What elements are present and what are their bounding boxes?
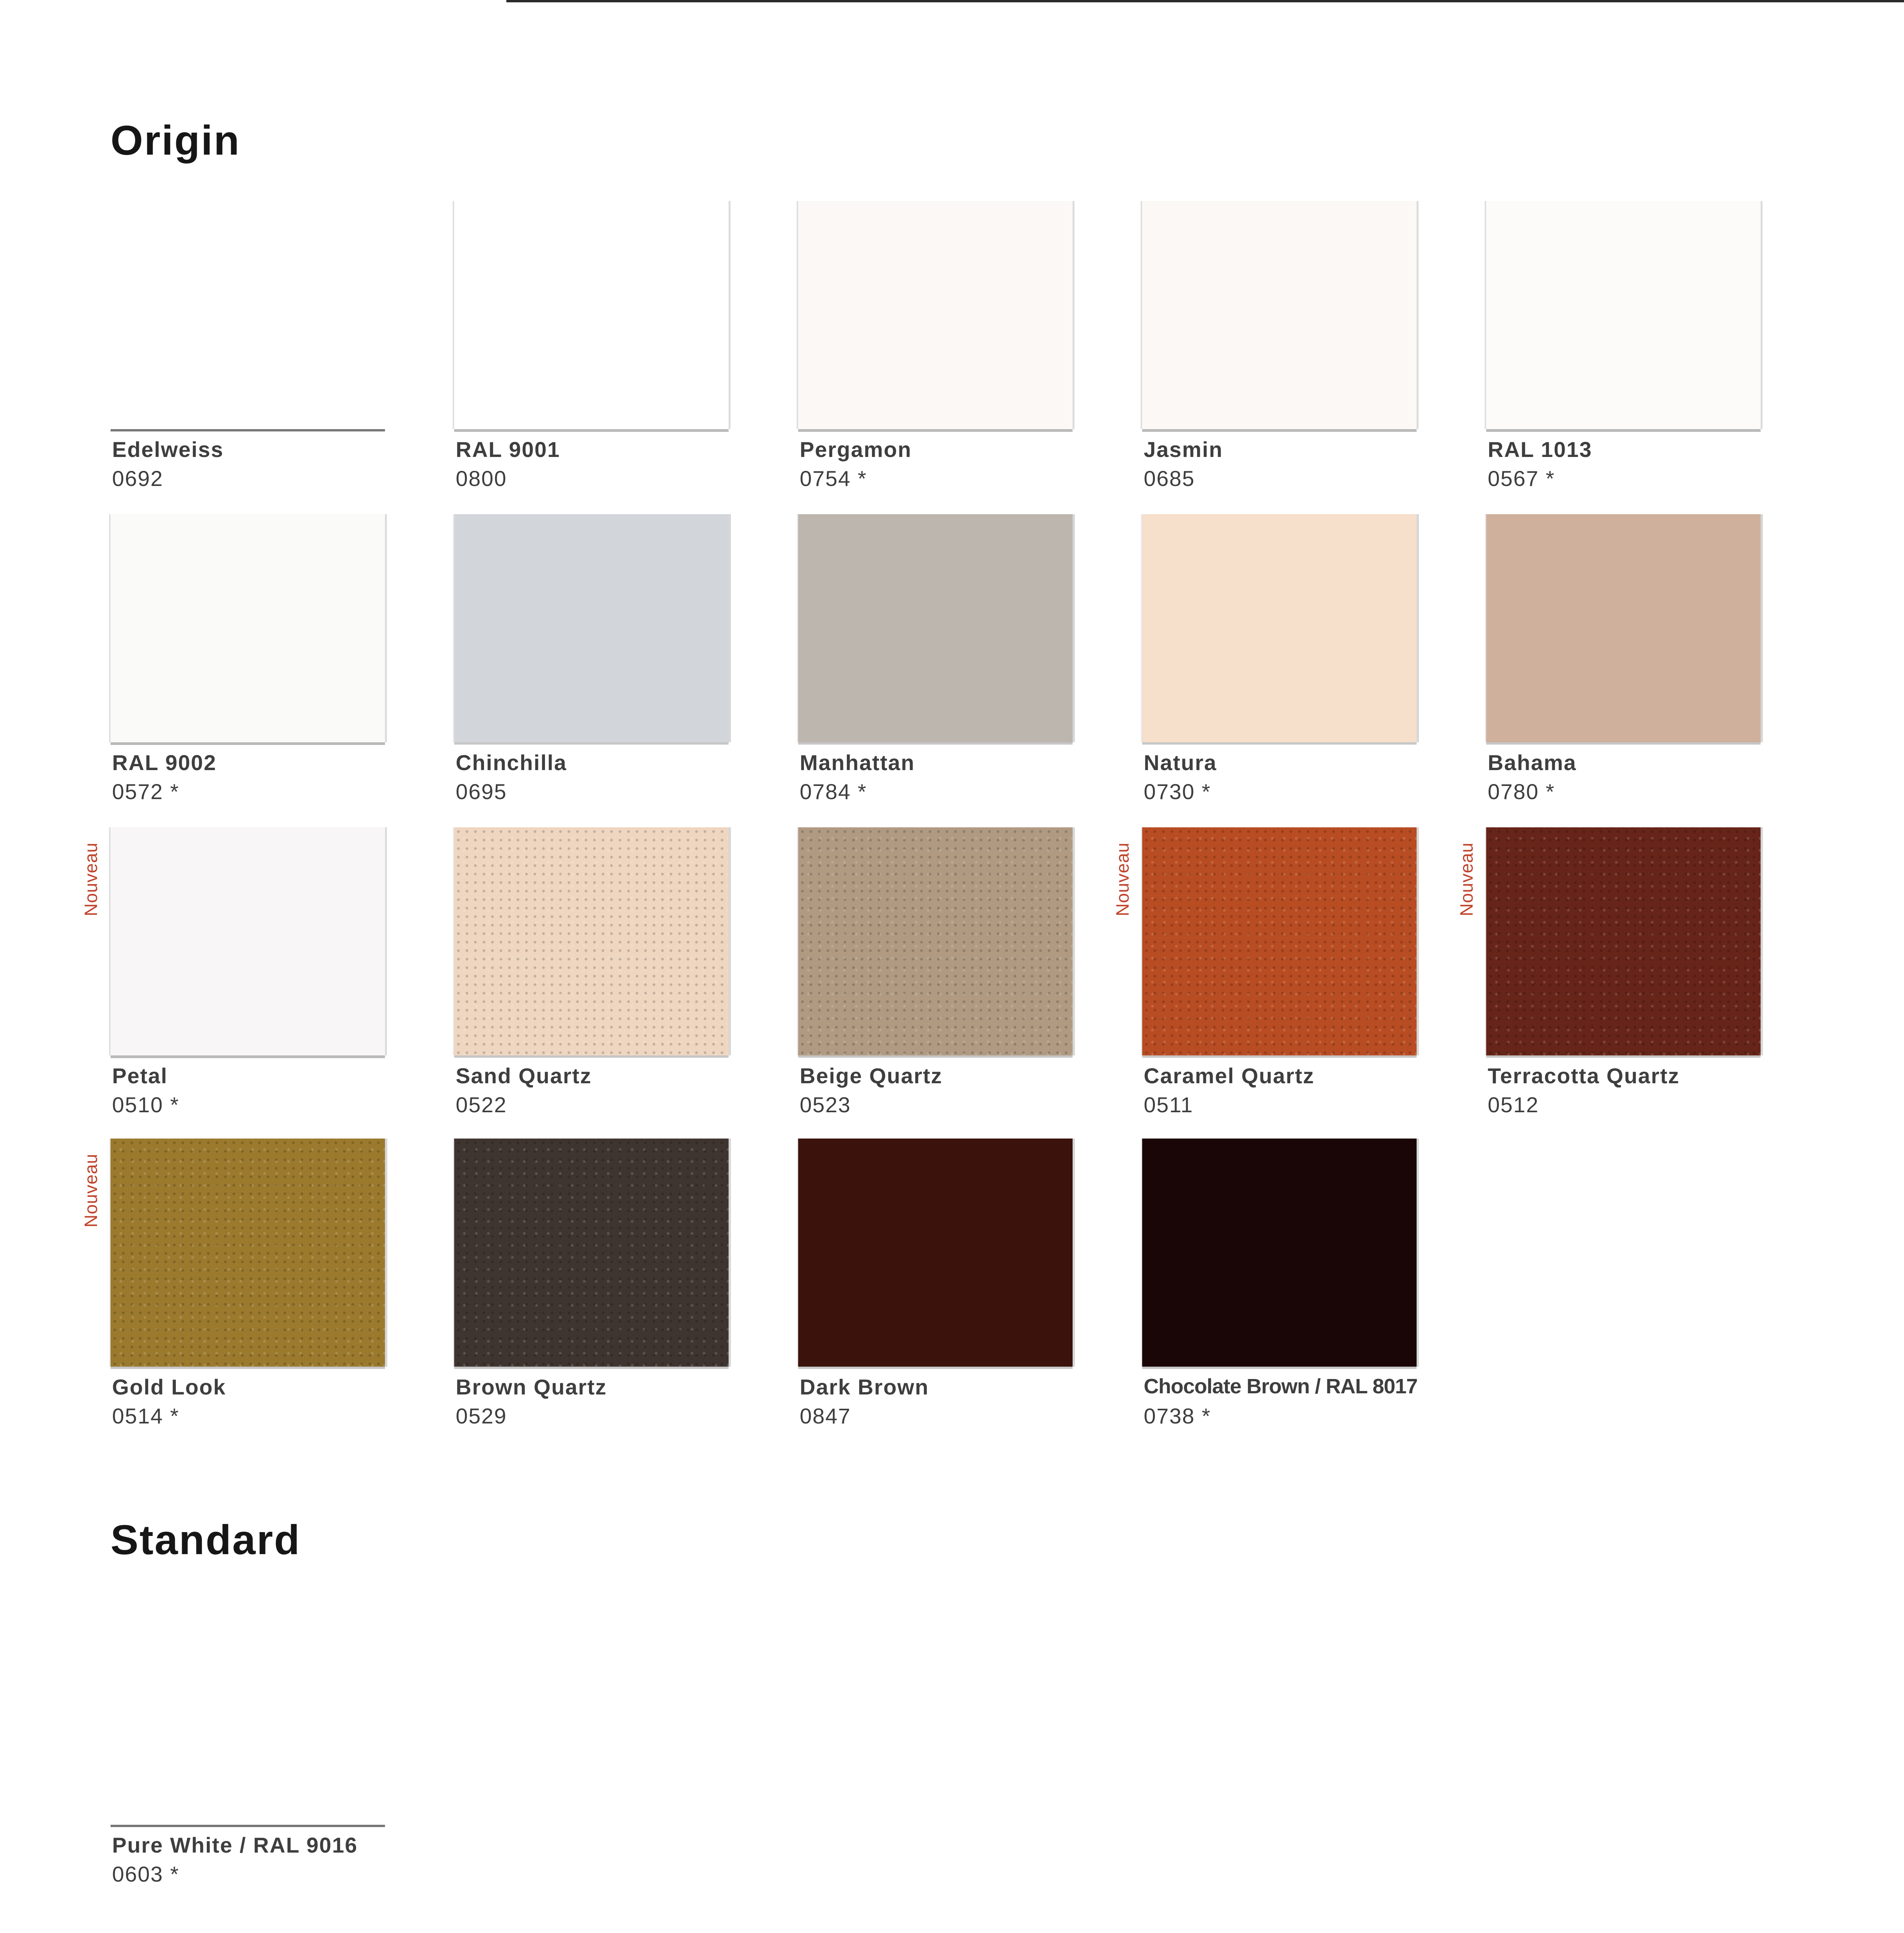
swatch-card (798, 1139, 1073, 1440)
color-swatch (454, 201, 729, 429)
swatch-name: Bahama (1488, 750, 1577, 775)
swatch-name: RAL 1013 (1488, 437, 1592, 462)
swatch-name: Terracotta Quartz (1488, 1064, 1680, 1088)
color-swatch (798, 1139, 1073, 1367)
color-swatch (111, 1139, 385, 1367)
section-title-origin: Origin (111, 117, 240, 164)
swatch-card (111, 1139, 385, 1440)
swatch-name: Pure White / RAL 9016 (112, 1833, 358, 1857)
swatch-name: Edelweiss (112, 437, 224, 462)
swatch-card (454, 827, 729, 1129)
swatch-name: Petal (112, 1064, 168, 1088)
nouveau-label: Nouveau (81, 842, 101, 916)
swatch-card (1486, 514, 1761, 816)
swatch-name: Pergamon (800, 437, 912, 462)
swatch-card (454, 201, 729, 503)
swatch-code: 0730 * (1144, 779, 1211, 804)
swatch-name: Caramel Quartz (1144, 1064, 1315, 1088)
swatch-name: Beige Quartz (800, 1064, 943, 1088)
color-swatch (1486, 514, 1761, 742)
swatch-code: 0511 (1144, 1093, 1194, 1117)
color-swatch (1142, 827, 1417, 1055)
section-title-standard: Standard (111, 1516, 301, 1563)
swatch-code: 0512 (1488, 1093, 1539, 1117)
color-swatch (1486, 201, 1761, 429)
color-swatch (111, 827, 385, 1055)
color-swatch (798, 514, 1073, 742)
color-swatch (798, 827, 1073, 1055)
swatch-name: Sand Quartz (456, 1064, 592, 1088)
swatch-code: 0522 (456, 1093, 507, 1117)
swatch-code: 0514 * (112, 1404, 179, 1428)
color-swatch (454, 1139, 729, 1367)
swatch-code: 0784 * (800, 779, 867, 804)
swatch-code: 0780 * (1488, 779, 1555, 804)
swatch-code: 0692 (112, 466, 163, 491)
swatch-card (1142, 514, 1417, 816)
swatch-name: Gold Look (112, 1375, 226, 1399)
swatch-name: Chocolate Brown / RAL 8017 (1144, 1375, 1418, 1398)
swatch-card (454, 1139, 729, 1440)
swatch-card (1486, 201, 1761, 503)
color-swatch (111, 1597, 385, 1827)
swatch-name: Brown Quartz (456, 1375, 607, 1399)
color-swatch (454, 827, 729, 1055)
swatch-card (1142, 201, 1417, 503)
swatch-code: 0510 * (112, 1093, 179, 1117)
swatch-name: RAL 9001 (456, 437, 560, 462)
color-swatch (111, 514, 385, 742)
swatch-card (454, 514, 729, 816)
swatch-code: 0567 * (1488, 466, 1555, 491)
swatch-card (111, 514, 385, 816)
swatch-code: 0754 * (800, 466, 867, 491)
swatch-name: Natura (1144, 750, 1217, 775)
swatch-card (1142, 827, 1417, 1129)
swatch-card (798, 201, 1073, 503)
swatch-card-pure-white (111, 1597, 385, 1898)
color-swatch (454, 514, 729, 742)
swatch-name: RAL 9002 (112, 750, 217, 775)
swatch-code: 0738 * (1144, 1404, 1211, 1428)
swatch-name: Manhattan (800, 750, 915, 775)
color-swatch (798, 201, 1073, 429)
swatch-card (111, 827, 385, 1129)
color-swatch (1142, 514, 1417, 742)
swatch-card (1142, 1139, 1417, 1440)
swatch-code: 0523 (800, 1093, 851, 1117)
nouveau-label: Nouveau (81, 1153, 101, 1227)
swatch-name: Jasmin (1144, 437, 1223, 462)
swatch-code: 0685 (1144, 466, 1195, 491)
nouveau-label: Nouveau (1112, 842, 1133, 916)
swatch-code: 0603 * (112, 1862, 179, 1886)
color-swatch (1142, 1139, 1417, 1367)
swatch-code: 0529 (456, 1404, 507, 1428)
swatch-name: Chinchilla (456, 750, 567, 775)
swatch-card (798, 514, 1073, 816)
swatch-card (798, 827, 1073, 1129)
swatch-code: 0847 (800, 1404, 851, 1428)
swatch-card (1486, 827, 1761, 1129)
color-swatch (111, 201, 385, 431)
color-swatch (1142, 201, 1417, 429)
swatch-name: Dark Brown (800, 1375, 929, 1399)
top-rule (506, 0, 1904, 2)
swatch-code: 0695 (456, 779, 507, 804)
swatch-card (111, 201, 385, 503)
swatch-code: 0800 (456, 466, 507, 491)
color-swatch (1486, 827, 1761, 1055)
swatch-code: 0572 * (112, 779, 179, 804)
nouveau-label: Nouveau (1456, 842, 1477, 916)
